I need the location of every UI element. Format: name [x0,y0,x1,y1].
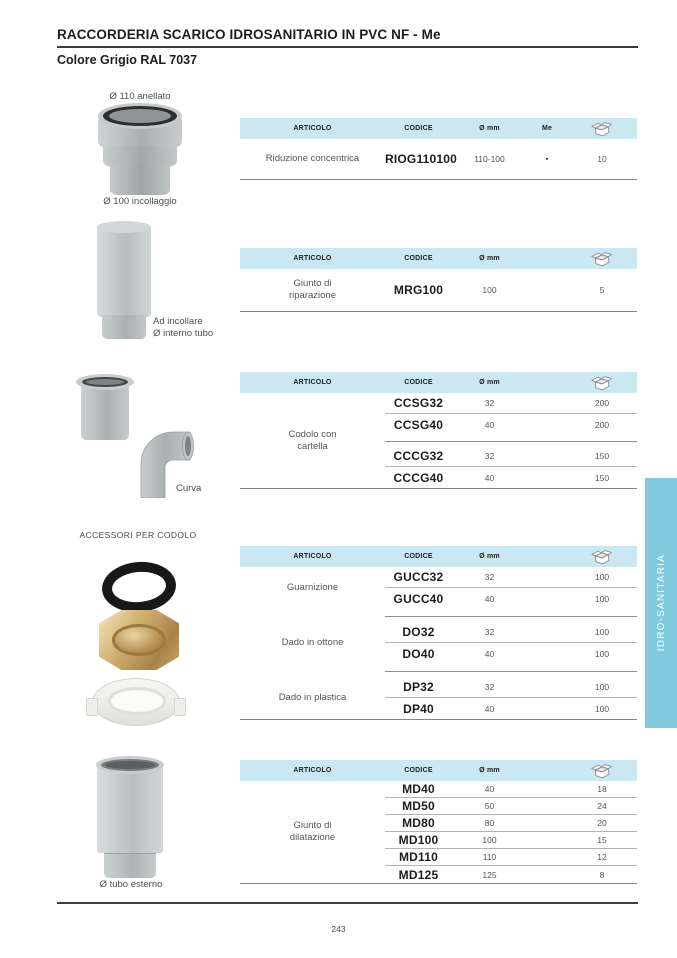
article-cell: Giunto di dilatazione [289,820,336,843]
article-cell: Dado in ottone [281,637,344,648]
repair-joint-label-line2: Ø interno tubo [153,328,214,339]
column-header-codice: CODICE [404,125,433,132]
table-giunto-di-dilatazione [240,760,637,884]
table-row [385,414,637,435]
code-cell: MRG100 [393,283,444,297]
column-header-articolo: ARTICOLO [293,125,332,132]
table-row [385,815,637,832]
accessories-heading: ACCESSORI PER CODOLO [79,530,197,540]
code-cell: MD80 [402,816,435,830]
pack-qty-cell: 20 [597,818,607,828]
column-header-articolo: ARTICOLO [293,255,332,262]
table-row [385,139,637,179]
table-row [385,832,637,849]
table-row [385,588,637,609]
section-tab-label: IDRO-SANITARIA [655,554,667,652]
pack-qty-cell: 100 [594,703,610,714]
article-cell: Giunto di riparazione [289,278,336,301]
column-header-diametro: Ø mm [479,255,500,262]
column-header-pack [567,248,637,269]
table-row [385,622,637,643]
repair-joint-image [97,221,151,339]
code-cell: DP40 [403,701,434,716]
column-header-pack [567,372,637,393]
diameter-cell: 100 [482,835,497,845]
pack-qty-cell: 150 [594,472,610,483]
code-cell: RIOG110100 [385,152,458,166]
table-body [240,393,637,488]
reducer-image [98,103,182,195]
diameter-cell: 110-100 [474,154,505,164]
table-giunto-di-riparazione [240,248,637,312]
table-accessori-per-codolo [240,546,637,720]
table-row [385,269,637,311]
pack-qty-cell: 200 [594,419,610,430]
code-cell: GUCC40 [393,591,444,606]
code-cell: CCCG32 [393,449,444,463]
table-row [385,467,637,488]
diameter-cell: 32 [484,682,495,692]
table-row [385,446,637,467]
diameter-cell: 50 [484,801,495,811]
column-header-pack [567,546,637,567]
code-cell: MD100 [398,833,439,847]
table-header-row [240,372,637,393]
me-cell: ▪ [545,155,549,163]
footer-divider [57,902,638,904]
column-header-codice: CODICE [404,553,433,560]
expansion-joint-image [96,756,164,878]
table-row [385,643,637,664]
table-group [240,567,637,609]
group-divider [385,435,637,446]
column-header-me: Me [541,125,553,132]
pack-qty-cell: 10 [597,154,607,164]
code-cell: MD40 [402,782,435,796]
table-row [385,393,637,414]
column-header-articolo: ARTICOLO [293,553,332,560]
column-header-diametro: Ø mm [479,379,500,386]
gasket-image [100,559,178,615]
package-icon [590,248,614,268]
diameter-cell: 40 [484,703,495,714]
column-header-articolo: ARTICOLO [293,767,332,774]
diameter-cell: 40 [484,472,495,483]
column-header-diametro: Ø mm [479,767,500,774]
code-cell: CCSG40 [393,417,444,432]
code-cell: DP32 [403,680,434,694]
table-header-row [240,118,637,139]
code-cell: MD125 [398,867,439,882]
pack-qty-cell: 150 [594,451,610,461]
reducer-label-top: Ø 110 anellato [109,91,171,102]
pack-qty-cell: 100 [594,572,610,582]
socket-image [76,374,134,442]
column-header-diametro: Ø mm [479,553,500,560]
brass-nut-image [99,610,179,670]
table-codolo-con-cartella [240,372,637,489]
pack-qty-cell: 15 [597,835,607,845]
expansion-joint-label: Ø tubo esterno [99,879,163,890]
table-header-row [240,760,637,781]
package-icon [590,118,614,138]
page-subtitle: Colore Grigio RAL 7037 [57,53,198,67]
diameter-cell: 40 [484,784,495,794]
table-row [385,866,637,883]
repair-joint-label-line1: Ad incollare [153,316,203,327]
diameter-cell: 32 [484,572,495,582]
table-header-row [240,248,637,269]
title-divider [57,46,638,48]
diameter-cell: 110 [482,852,497,862]
table-group [240,677,637,719]
table-body [240,781,637,883]
diameter-cell: 40 [484,419,495,430]
table-body [240,567,637,719]
table-row [385,567,637,588]
table-row [385,781,637,798]
code-cell: DO40 [402,646,435,661]
pack-qty-cell: 100 [594,593,610,604]
diameter-cell: 32 [484,398,495,408]
pack-qty-cell: 12 [597,852,607,862]
table-body [240,269,637,311]
table-riduzione-concentrica [240,118,637,180]
section-tab-idro-sanitaria [645,478,677,728]
column-header-pack [567,118,637,139]
column-header-diametro: Ø mm [479,125,500,132]
diameter-cell: 40 [484,593,495,604]
pack-qty-cell: 100 [594,627,610,637]
article-cell: Riduzione concentrica [265,153,360,164]
article-cell: Codolo con cartella [288,428,337,452]
article-cell: Guarnizione [286,582,339,593]
code-cell: CCCG40 [393,470,444,485]
table-row [385,677,637,698]
package-icon [590,546,614,566]
pack-qty-cell: 8 [599,869,605,880]
column-header-articolo: ARTICOLO [293,379,332,386]
repair-joint-label [153,316,263,340]
pack-qty-cell: 200 [594,398,610,408]
pack-qty-cell: 18 [597,784,607,794]
page-number: 243 [331,924,346,934]
table-group [240,622,637,664]
pack-qty-cell: 100 [594,648,610,659]
table-group [240,269,637,311]
table-header-row [240,546,637,567]
code-cell: CCSG32 [393,396,444,410]
plastic-nut-image [92,678,180,726]
table-row [385,849,637,866]
diameter-cell: 100 [482,285,497,295]
code-cell: MD110 [398,850,439,864]
code-cell: GUCC32 [393,570,444,584]
table-group [240,139,637,179]
group-divider [385,664,637,677]
pack-qty-cell: 100 [594,682,610,692]
diameter-cell: 40 [484,648,495,659]
diameter-cell: 80 [484,818,495,828]
diameter-cell: 125 [482,869,497,880]
page-title: RACCORDERIA SCARICO IDROSANITARIO IN PVC NF - Me [57,27,441,42]
column-header-pack [567,760,637,781]
column-header-codice: CODICE [404,767,433,774]
code-cell: MD50 [402,799,435,813]
pack-qty-cell: 5 [599,285,605,295]
code-cell: DO32 [402,625,435,639]
diameter-cell: 32 [484,451,495,461]
diameter-cell: 32 [484,627,495,637]
table-row [385,698,637,719]
elbow-label: Curva [176,483,202,494]
article-cell: Dado in plastica [278,692,347,703]
table-row [385,798,637,815]
package-icon [590,372,614,392]
column-header-codice: CODICE [404,379,433,386]
group-divider [385,609,637,622]
reducer-label-bottom: Ø 100 incollaggio [103,196,177,207]
package-icon [590,760,614,780]
pack-qty-cell: 24 [597,801,607,811]
column-header-codice: CODICE [404,255,433,262]
table-body [240,139,637,179]
